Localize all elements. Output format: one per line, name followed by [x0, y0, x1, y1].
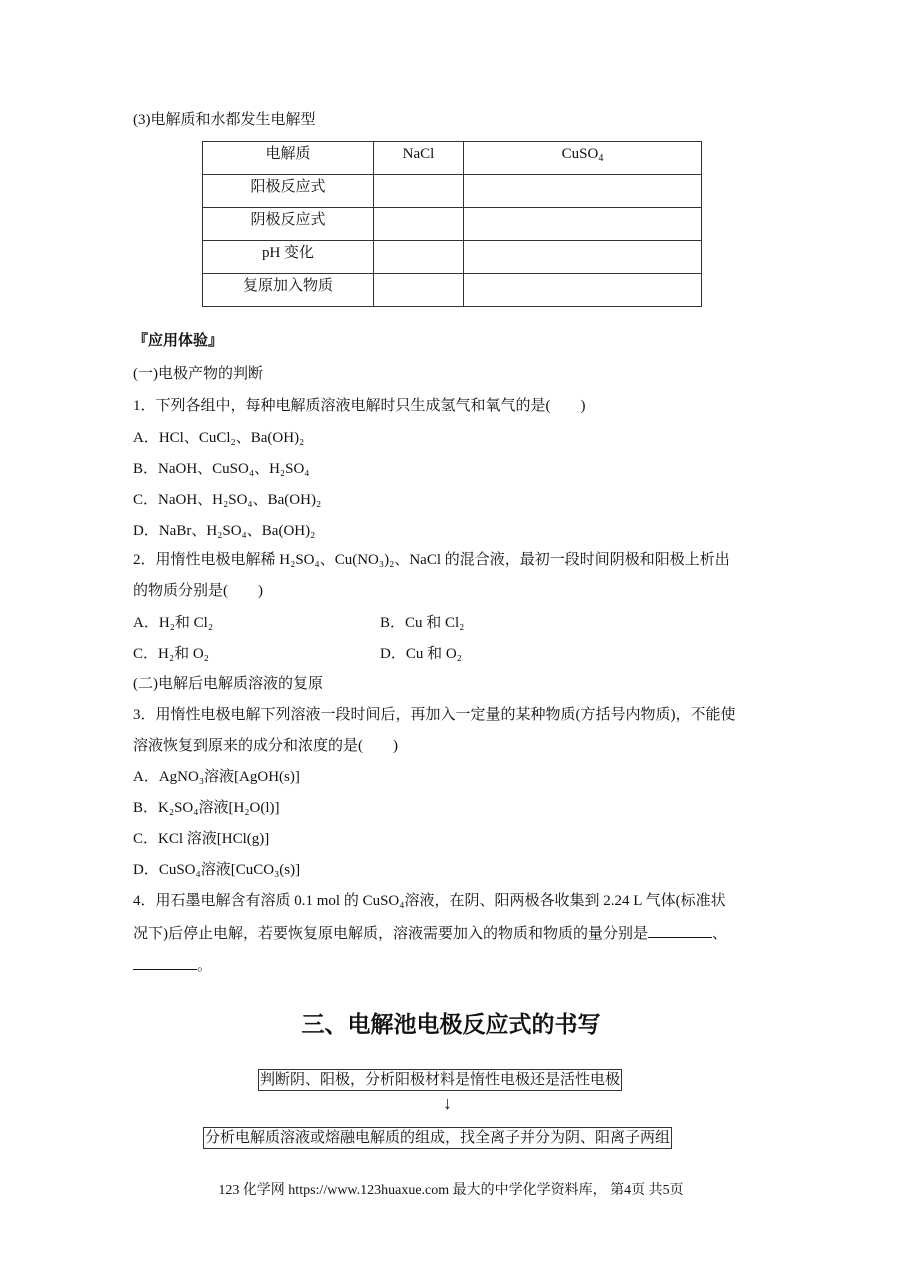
row-label-anode: 阳极反应式	[203, 175, 374, 208]
row-label-cathode: 阴极反应式	[203, 208, 374, 241]
part1-title: (一)电极产物的判断	[133, 366, 263, 382]
q2-option-a: A．H₂和 Cl₂	[133, 615, 214, 631]
q3-option-b: B．K₂SO₄溶液[H₂O(l)]	[133, 800, 280, 816]
q3-option-c: C．KCl 溶液[HCl(g)]	[133, 831, 270, 847]
q1-option-b: B．NaOH、CuSO₄、H₂SO₄	[133, 461, 310, 477]
header-nacl: NaCl	[374, 142, 464, 175]
part2-title: (二)电解后电解质溶液的复原	[133, 676, 323, 692]
electrolysis-table	[202, 141, 702, 307]
table-row	[203, 175, 702, 208]
q3-stem-line1: 3．用惰性电极电解下列溶液一段时间后，再加入一定量的某种物质(方括号内物质)，不能使	[133, 707, 736, 723]
table-row	[203, 274, 702, 307]
q1-option-a: A．HCl、CuCl₂、Ba(OH)₂	[133, 430, 305, 446]
q2-stem-line1: 2．用惰性电极电解稀 H₂SO₄、Cu(NO₃)₂、NaCl 的混合液，最初一段时间阴极和阳极上析出	[133, 552, 730, 568]
q2-option-d: D．Cu 和 O₂	[380, 646, 462, 662]
q4-period: 。	[197, 958, 213, 974]
section3-title: (3)电解质和水都发生电解型	[133, 112, 316, 128]
row-label-restore: 复原加入物质	[203, 274, 374, 307]
q1-option-d: D．NaBr、H₂SO₄、Ba(OH)₂	[133, 523, 316, 539]
q4-stem-line2-text: 况下)后停止电解，若要恢复原电解质，溶液需要加入的物质和物质的量分别是	[133, 926, 648, 942]
q1-option-c: C．NaOH、H₂SO₄、Ba(OH)₂	[133, 492, 322, 508]
q4-separator: 、	[712, 926, 728, 942]
flow-step-1: 判断阴、阳极，分析阳极材料是惰性电极还是活性电极	[258, 1069, 622, 1091]
q2-option-b: B．Cu 和 Cl₂	[380, 615, 465, 631]
q3-stem-line2: 溶液恢复到原来的成分和浓度的是( )	[133, 738, 398, 754]
row-label-ph: pH 变化	[203, 241, 374, 274]
header-electrolyte: 电解质	[203, 142, 374, 175]
q4-stem-line3	[133, 954, 212, 976]
table-header-row	[203, 142, 702, 175]
q4-stem-line1: 4．用石墨电解含有溶质 0.1 mol 的 CuSO₄溶液，在阴、阳两极各收集到 2.24 L 气体(标准状	[133, 893, 726, 909]
q3-option-d: D．CuSO₄溶液[CuCO₃(s)]	[133, 862, 301, 878]
table-row	[203, 241, 702, 274]
q2-option-c: C．H₂和 O₂	[133, 646, 209, 662]
answer-blank-2[interactable]	[133, 954, 197, 970]
table-row	[203, 208, 702, 241]
section-heading: 三、电解池电极反应式的书写	[301, 1012, 601, 1037]
apply-title: 『应用体验』	[133, 333, 224, 349]
flow-step-2: 分析电解质溶液或熔融电解质的组成，找全离子并分为阴、阳离子两组	[203, 1127, 672, 1149]
header-cuso4: CuSO$_4$	[464, 142, 702, 175]
q1-stem: 1．下列各组中，每种电解质溶液电解时只生成氢气和氧气的是( )	[133, 398, 586, 414]
q3-option-a: A．AgNO₃溶液[AgOH(s)]	[133, 769, 300, 785]
answer-blank-1[interactable]	[648, 922, 712, 938]
q2-stem-line2: 的物质分别是( )	[133, 583, 263, 599]
q4-stem-line2	[133, 922, 727, 944]
arrow-down-icon: ↓	[443, 1093, 452, 1113]
page-footer: 123 化学网 https://www.123huaxue.com 最大的中学化学资料库， 第4页 共5页	[218, 1183, 684, 1198]
